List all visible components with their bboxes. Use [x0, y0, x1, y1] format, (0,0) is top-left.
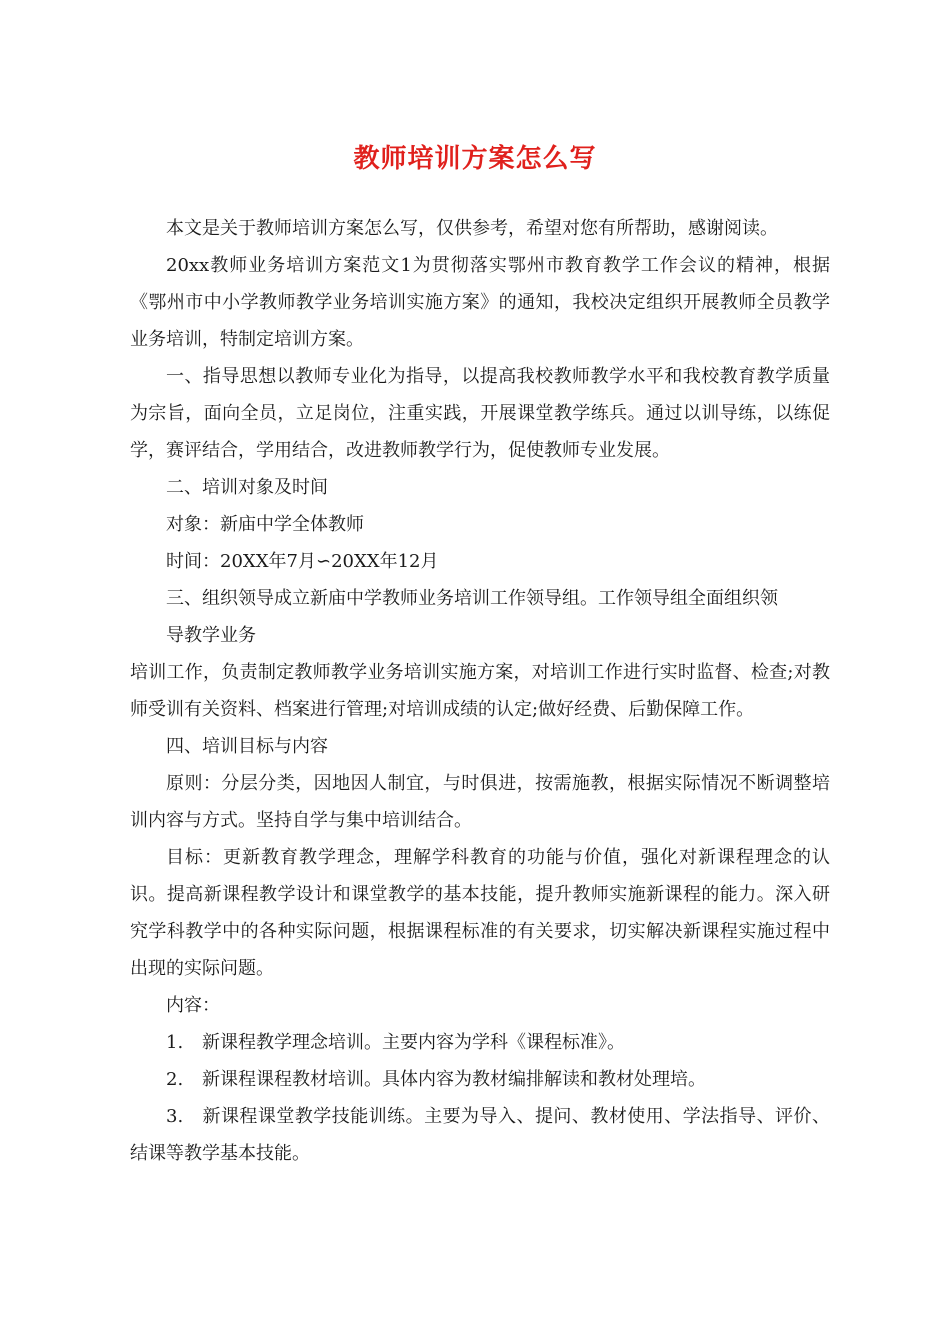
paragraph-organization-cont: 导教学业务 [166, 625, 256, 646]
list-text: 新课程课程教材培训。具体内容为教材编排解读和教材处理培。 [202, 1069, 706, 1090]
paragraph-principle: 原则：分层分类，因地因人制宜，与时俱进，按需施教，根据实际情况不断调整培训内容与方式。坚持自学与集中培训结合。 [130, 773, 830, 831]
paragraph-content-label: 内容： [166, 995, 220, 1016]
list-number: 2. [166, 1069, 184, 1090]
paragraph-organization: 三、组织领导成立新庙中学教师业务培训工作领导组。工作领导组全面组织领 [166, 588, 778, 609]
list-item [130, 1098, 830, 1172]
document-body [130, 210, 830, 1172]
list-text: 新课程教学理念培训。主要内容为学科《课程标准》。 [202, 1032, 625, 1053]
heading-target-and-time: 二、培训对象及时间 [166, 477, 328, 498]
paragraph-training-work: 培训工作，负责制定教师教学业务培训实施方案，对培训工作进行实时监督、检查;对教师受训有关资料、档案进行管理;对培训成绩的认定;做好经费、后勤保障工作。 [130, 662, 830, 720]
paragraph-guiding-idea: 一、指导思想以教师专业化为指导，以提高我校教师教学水平和我校教育教学质量为宗旨，面向全员，立足岗位，注重实践，开展课堂教学练兵。通过以训导练，以练促学，赛评结合，学用结合，改进教师教学行为，促使教师专业发展。 [130, 366, 830, 461]
paragraph-target: 对象：新庙中学全体教师 [166, 514, 364, 535]
paragraph-goal: 目标：更新教育教学理念，理解学科教育的功能与价值，强化对新课程理念的认识。提高新课程教学设计和课堂教学的基本技能，提升教师实施新课程的能力。深入研究学科教学中的各种实际问题，根据课程标准的有关要求，切实解决新课程实施过程中出现的实际问题。 [130, 847, 830, 979]
document-title: 教师培训方案怎么写 [353, 144, 597, 174]
heading-goals-and-content: 四、培训目标与内容 [166, 736, 328, 757]
list-item [130, 1061, 830, 1098]
list-text: 新课程课堂教学技能训练。主要为导入、提问、教材使用、学法指导、评价、结课等教学基本技能。 [130, 1106, 830, 1164]
paragraph-background: 20xx教师业务培训方案范文1为贯彻落实鄂州市教育教学工作会议的精神，根据《鄂州市中小学教师教学业务培训实施方案》的通知，我校决定组织开展教师全员教学业务培训，特制定培训方案。 [130, 255, 830, 350]
list-item [130, 1024, 830, 1061]
list-number: 3. [166, 1106, 184, 1127]
paragraph-time: 时间：20XX年7月∽20XX年12月 [166, 551, 439, 572]
list-number: 1. [166, 1032, 184, 1053]
paragraph-intro: 本文是关于教师培训方案怎么写，仅供参考，希望对您有所帮助，感谢阅读。 [166, 218, 778, 239]
